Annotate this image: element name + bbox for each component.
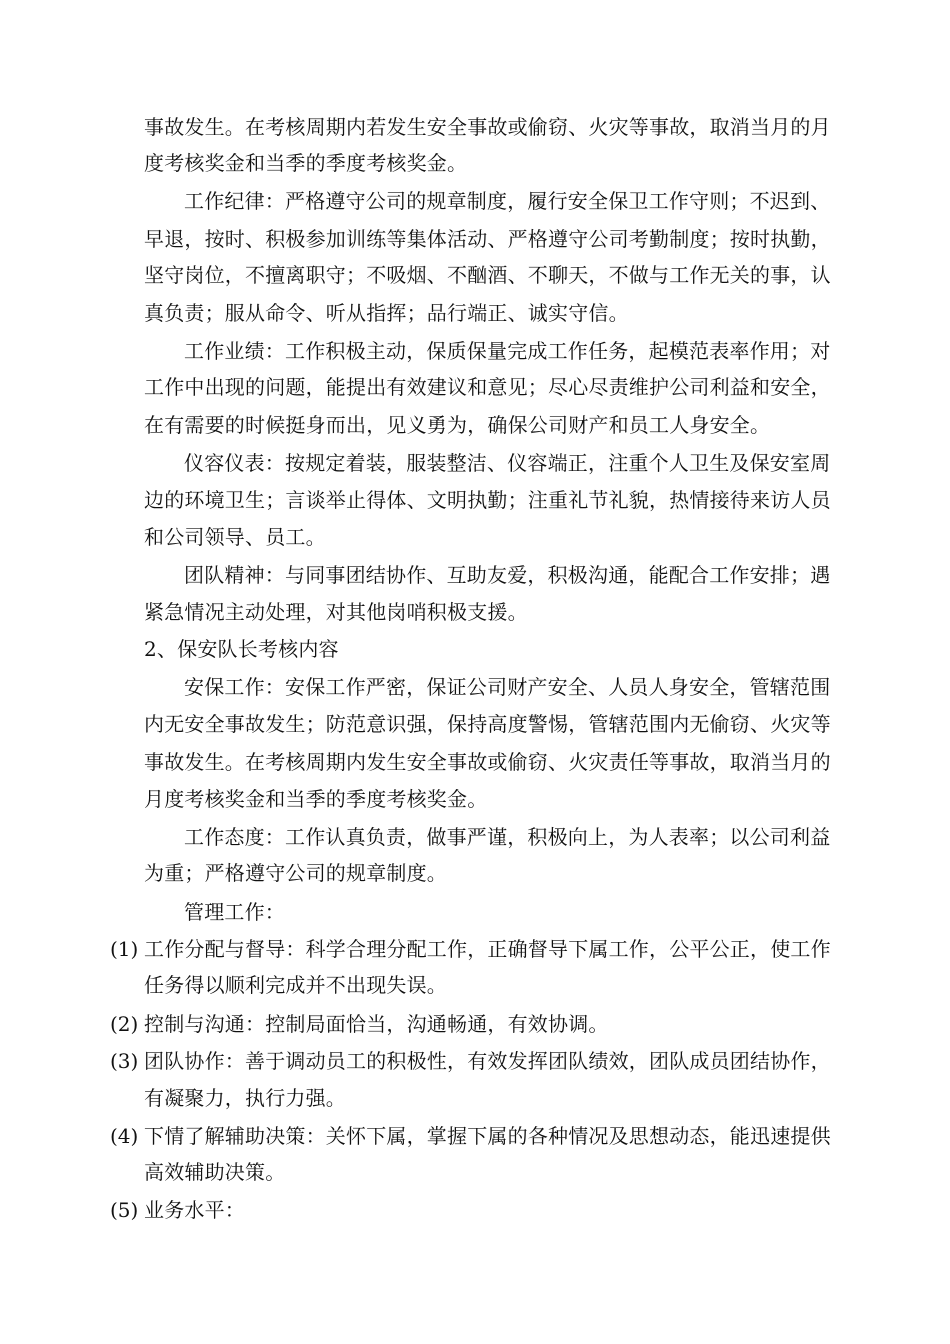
list-item-number: (3) xyxy=(110,1049,139,1073)
paragraph-4-line-3: 和公司领导、员工。 xyxy=(144,525,326,549)
paragraph-6-line-2: 内无安全事故发生；防范意识强，保持高度警惕，管辖范围内无偷窃、火灾等 xyxy=(144,712,831,736)
list-item-number: (1) xyxy=(110,937,139,961)
paragraph-2-line-2: 早退，按时、积极参加训练等集体活动、严格遵守公司考勤制度；按时执勤， xyxy=(144,227,831,251)
paragraph-6-line-3: 事故发生。在考核周期内发生安全事故或偷窃、火灾责任等事故，取消当月的 xyxy=(144,750,831,774)
paragraph-4-line-2: 边的环境卫生；言谈举止得体、文明执勤；注重礼节礼貌，热情接待来访人员 xyxy=(144,488,831,512)
list-item-line: 团队协作：善于调动员工的积极性，有效发挥团队绩效，团队成员团结协作， xyxy=(144,1049,831,1073)
section-heading: 2、保安队长考核内容 xyxy=(144,637,339,661)
list-item-line: 高效辅助决策。 xyxy=(144,1160,286,1184)
list-item-line: 任务得以顺利完成并不出现失误。 xyxy=(144,973,447,997)
list-item-line: 下情了解辅助决策：关怀下属，掌握下属的各种情况及思想动态，能迅速提供 xyxy=(144,1124,831,1148)
paragraph-1-line-1: 事故发生。在考核周期内若发生安全事故或偷窃、火灾等事故，取消当月的月 xyxy=(144,115,831,139)
list-item-number: (2) xyxy=(110,1012,139,1036)
paragraph-2-line-3: 坚守岗位，不擅离职守；不吸烟、不酗酒、不聊天，不做与工作无关的事，认 xyxy=(144,263,831,287)
list-item-number: (5) xyxy=(110,1198,139,1222)
paragraph-2-line-1: 工作纪律：严格遵守公司的规章制度，履行安全保卫工作守则；不迟到、 xyxy=(184,189,831,213)
paragraph-3-line-1: 工作业绩：工作积极主动，保质保量完成工作任务，起模范表率作用；对 xyxy=(184,339,831,363)
list-item-number: (4) xyxy=(110,1124,139,1148)
list-item-line: 有凝聚力，执行力强。 xyxy=(144,1086,346,1110)
paragraph-7-line-2: 为重；严格遵守公司的规章制度。 xyxy=(144,861,447,885)
paragraph-1-line-2: 度考核奖金和当季的季度考核奖金。 xyxy=(144,151,468,175)
paragraph-5-line-1: 团队精神：与同事团结协作、互助友爱，积极沟通，能配合工作安排；遇 xyxy=(184,563,831,587)
list-item-line: 工作分配与督导：科学合理分配工作，正确督导下属工作，公平公正，使工作 xyxy=(144,937,831,961)
paragraph-2-line-4: 真负责；服从命令、听从指挥；品行端正、诚实守信。 xyxy=(144,301,629,325)
management-heading: 管理工作： xyxy=(184,900,285,924)
paragraph-5-line-2: 紧急情况主动处理，对其他岗哨积极支援。 xyxy=(144,600,528,624)
paragraph-7-line-1: 工作态度：工作认真负责，做事严谨，积极向上，为人表率；以公司利益 xyxy=(184,825,831,849)
list-item-line: 业务水平： xyxy=(144,1198,245,1222)
paragraph-3-line-2: 工作中出现的问题，能提出有效建议和意见；尽心尽责维护公司利益和安全， xyxy=(144,375,831,399)
paragraph-4-line-1: 仪容仪表：按规定着装，服装整洁、仪容端正，注重个人卫生及保安室周 xyxy=(184,451,831,475)
paragraph-6-line-4: 月度考核奖金和当季的季度考核奖金。 xyxy=(144,787,488,811)
paragraph-6-line-1: 安保工作：安保工作严密，保证公司财产安全、人员人身安全，管辖范围 xyxy=(184,675,831,699)
list-item-line: 控制与沟通：控制局面恰当，沟通畅通，有效协调。 xyxy=(144,1012,609,1036)
paragraph-3-line-3: 在有需要的时候挺身而出，见义勇为，确保公司财产和员工人身安全。 xyxy=(144,413,771,437)
